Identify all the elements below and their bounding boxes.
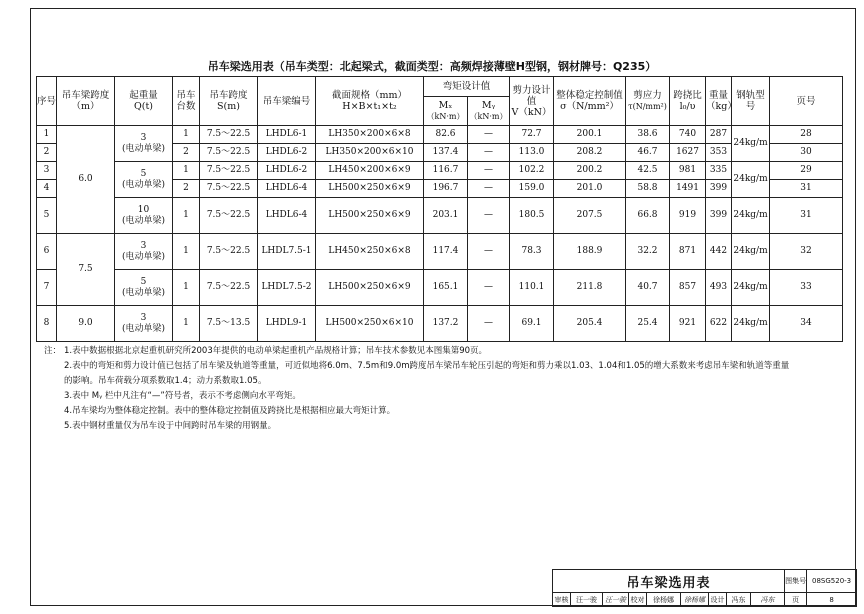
review-signature: 汪一骏 [603,593,629,607]
note-item: 1.表中数据根据北京起重机研究所2003年提供的电动单梁起重机产品规格计算；吊车技术参数见本图集第90页。 [64,346,488,356]
rail-cell: 24kg/m [732,162,770,198]
table-title: 吊车梁选用表（吊车类型：北起梁式，截面类型：高频焊接薄壁H型钢，钢材牌号：Q235） [207,60,657,73]
check-name: 徐杨娜 [647,593,681,607]
rail-cell: 24kg/m [732,270,770,306]
load-cell: 5 (电动单梁) [115,162,173,198]
table-row: 8 9.0 3 (电动单梁) 1 7.5～13.5 LHDL9-1 LH500×250×6×10 137.2 — 69.1 205.4 25.4 921 622 24kg/m 34 [37,306,843,342]
hdr-page: 页号 [770,77,843,126]
note-item: 2.表中的弯矩和剪力设计值已包括了吊车梁及轨道等重量，可近似地将6.0m、7.5m和9.0m跨度吊车梁吊车轮压引起的弯矩和剪力乘以1.03、1.04和1.05的增大系数来考虑吊车梁和轨道等重量 [64,361,790,371]
hdr-stability: 整体稳定控制值 σ（N/mm²） [554,77,626,126]
rail-cell: 24kg/m [732,126,770,162]
page-label: 页 [785,593,807,607]
design-signature: 冯东 [751,593,785,607]
note-item: 的影响。吊车荷载分项系数取1.4；动力系数取1.05。 [64,376,267,386]
hdr-span: 吊车梁跨度 （m） [57,77,115,126]
atlas-label: 图集号 [785,570,807,593]
hdr-beam-no: 吊车梁编号 [258,77,316,126]
check-signature: 徐杨娜 [681,593,709,607]
selection-table [36,76,843,342]
hdr-crane-span: 吊车跨度 S(m) [200,77,258,126]
hdr-section: 截面规格（mm） H×B×t₁×t₂ [316,77,424,126]
load-cell: 5 (电动单梁) [115,270,173,306]
table-row: 5 10 (电动单梁) 1 7.5～22.5 LHDL6-4 LH500×250×6×9 203.1 — 180.5 207.5 66.8 919 399 24kg/m 31 [37,198,843,234]
hdr-shear: 剪力设计值 V（kN） [510,77,554,126]
load-cell: 3 (电动单梁) [115,234,173,270]
drawing-name: 吊车梁选用表 [553,570,785,593]
header-row-1 [37,77,843,97]
page-number: 8 [807,593,857,607]
table-row: 6 7.5 3 (电动单梁) 1 7.5～22.5 LHDL7.5-1 LH450×250×6×8 117.4 — 78.3 188.9 32.2 871 442 24kg/m 32 [37,234,843,270]
hdr-count: 吊车台数 [173,77,200,126]
review-name: 汪一骏 [571,593,603,607]
hdr-weight: 重量 （kg） [706,77,732,126]
title-block [552,569,857,607]
hdr-deflection: 跨挠比 l₀/υ [670,77,706,126]
table-row: 7 5 (电动单梁) 1 7.5～22.5 LHDL7.5-2 LH500×250×6×9 165.1 — 110.1 211.8 40.7 857 493 24kg/m 33 [37,270,843,306]
design-name: 冯东 [727,593,751,607]
rail-cell: 24kg/m [732,198,770,234]
load-cell: 3 (电动单梁) [115,306,173,342]
note-item: 3.表中 Mᵧ 栏中凡注有“—”符号者，表示不考虑侧向水平弯矩。 [64,391,301,401]
table-row: 2 2 7.5～22.5 LHDL6-2 LH350×200×6×10 137.4 — 113.0 208.2 46.7 1627 353 30 [37,144,843,162]
span-7-5: 7.5 [57,234,115,306]
table-row: 1 6.0 3 (电动单梁) 1 7.5～22.5 LHDL6-1 LH350×200×6×8 82.6 — 72.7 200.1 38.6 740 287 24kg/m 28 [37,126,843,144]
span-6-0: 6.0 [57,126,115,234]
table-row: 3 5 (电动单梁) 1 7.5～22.5 LHDL6-2 LH450×200×6×9 116.7 — 102.2 200.2 42.5 981 335 24kg/m 29 [37,162,843,180]
load-cell: 3 (电动单梁) [115,126,173,162]
span-9-0: 9.0 [57,306,115,342]
note-item: 4.吊车梁均为整体稳定控制。表中的整体稳定控制值及跨挠比是根据相应最大弯矩计算。 [64,406,396,416]
rail-cell: 24kg/m [732,234,770,270]
design-label: 设计 [709,593,727,607]
hdr-tau: 剪应力 τ(N/mm²) [626,77,670,126]
atlas-number: 08SG520-3 [807,570,857,593]
load-cell: 10 (电动单梁) [115,198,173,234]
check-label: 校对 [629,593,647,607]
review-label: 审核 [553,593,571,607]
table-row: 4 2 7.5～22.5 LHDL6-4 LH500×250×6×9 196.7 — 159.0 201.0 58.8 1491 399 31 [37,180,843,198]
notes-label: 注： [44,346,62,356]
hdr-mx: Mₓ （kN·m） [424,97,468,126]
hdr-load: 起重量 Q(t) [115,77,173,126]
note-item: 5.表中钢材重量仅为吊车设于中间跨时吊车梁的用钢量。 [64,421,277,431]
hdr-seq: 序号 [37,77,57,126]
rail-cell: 24kg/m [732,306,770,342]
hdr-moment: 弯矩设计值 [424,77,510,97]
hdr-rail: 钢轨型号 [732,77,770,126]
hdr-my: Mᵧ （kN·m） [468,97,510,126]
